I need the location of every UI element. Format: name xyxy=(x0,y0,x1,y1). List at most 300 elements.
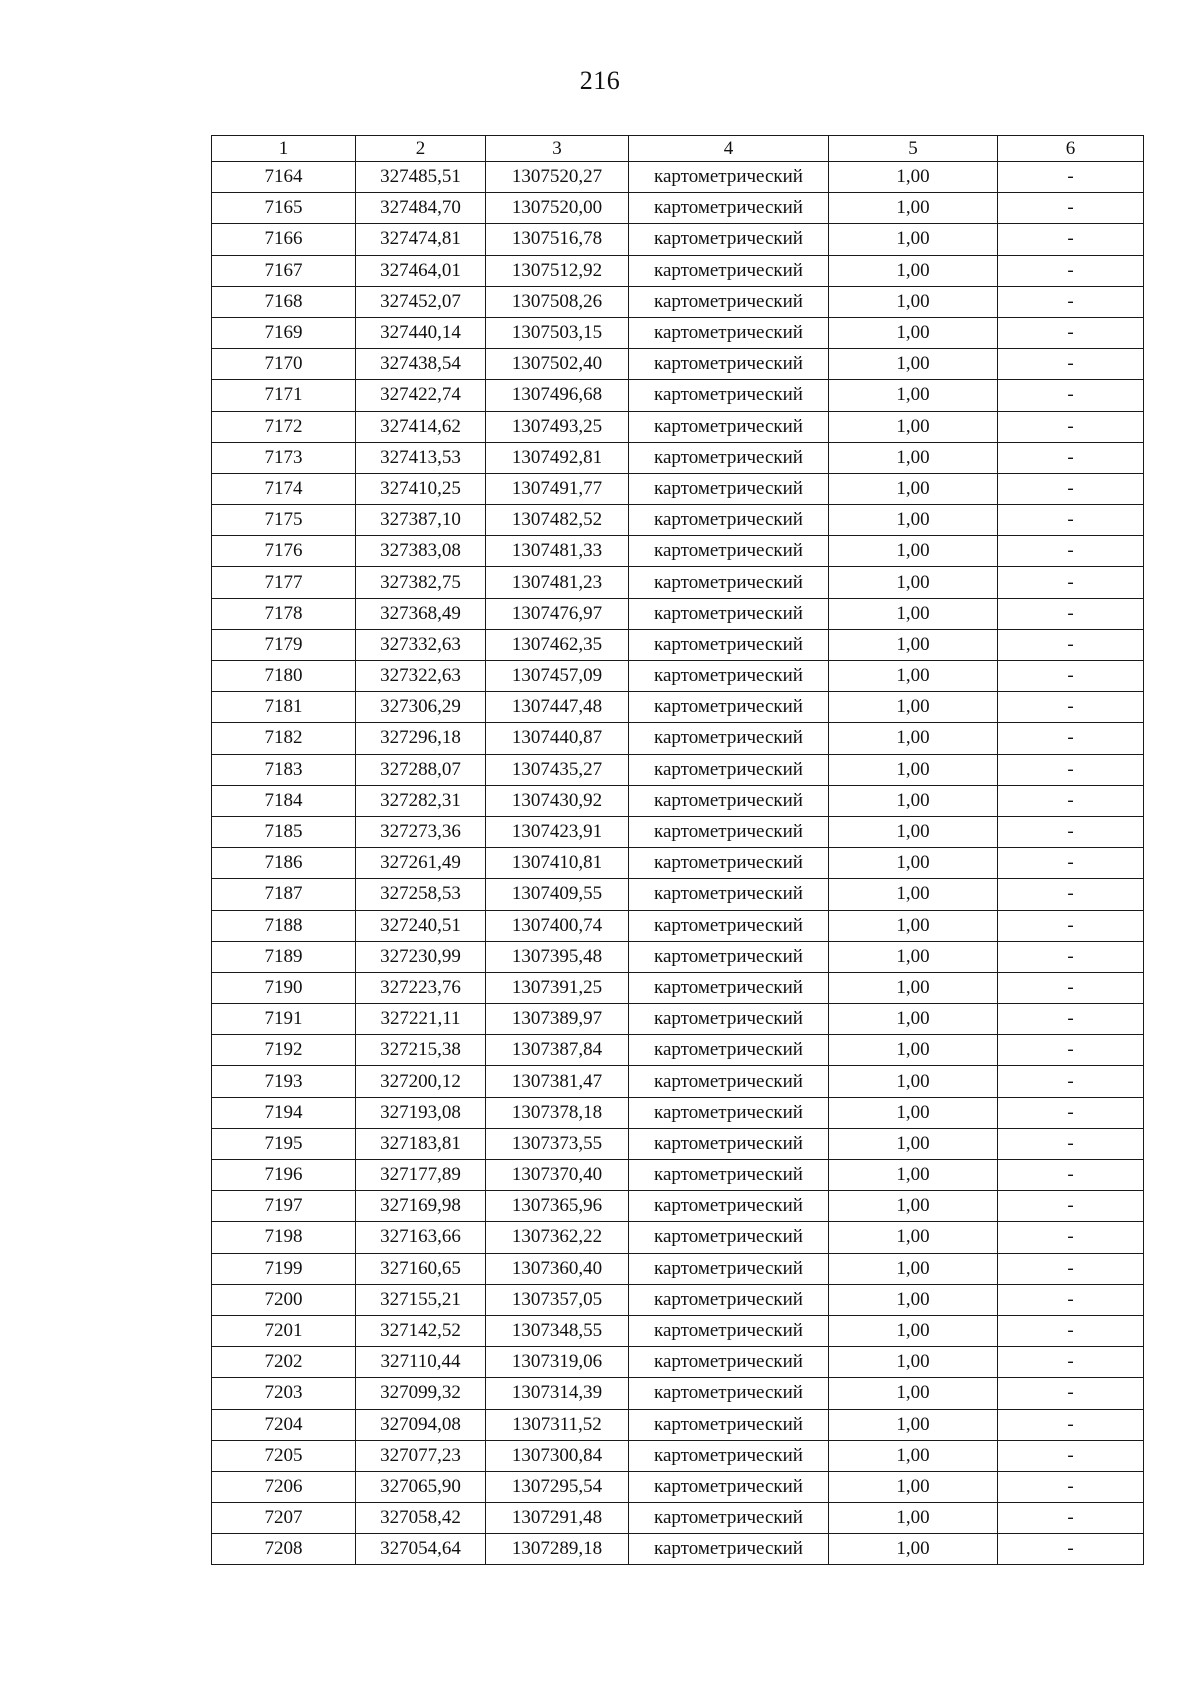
cell-precision: 1,00 xyxy=(829,567,998,598)
cell-coordinate-x: 327452,07 xyxy=(356,286,486,317)
column-header-1: 1 xyxy=(212,136,356,162)
cell-precision: 1,00 xyxy=(829,723,998,754)
cell-point-number: 7200 xyxy=(212,1284,356,1315)
cell-coordinate-x: 327065,90 xyxy=(356,1471,486,1502)
cell-point-number: 7203 xyxy=(212,1378,356,1409)
cell-coordinate-x: 327414,62 xyxy=(356,411,486,442)
cell-coordinate-x: 327413,53 xyxy=(356,442,486,473)
cell-note: - xyxy=(998,816,1144,847)
cell-coordinate-x: 327464,01 xyxy=(356,255,486,286)
table-row xyxy=(212,317,1144,348)
cell-coordinate-x: 327110,44 xyxy=(356,1347,486,1378)
table-row xyxy=(212,536,1144,567)
cell-method: картометрический xyxy=(629,473,829,504)
cell-coordinate-y: 1307496,68 xyxy=(486,380,629,411)
cell-coordinate-y: 1307482,52 xyxy=(486,505,629,536)
cell-method: картометрический xyxy=(629,1347,829,1378)
cell-coordinate-y: 1307410,81 xyxy=(486,848,629,879)
table-row xyxy=(212,972,1144,1003)
cell-note: - xyxy=(998,1222,1144,1253)
cell-method: картометрический xyxy=(629,1284,829,1315)
cell-method: картометрический xyxy=(629,349,829,380)
cell-coordinate-x: 327155,21 xyxy=(356,1284,486,1315)
cell-point-number: 7195 xyxy=(212,1128,356,1159)
cell-point-number: 7185 xyxy=(212,816,356,847)
cell-coordinate-y: 1307300,84 xyxy=(486,1440,629,1471)
cell-coordinate-x: 327440,14 xyxy=(356,317,486,348)
cell-point-number: 7192 xyxy=(212,1035,356,1066)
cell-precision: 1,00 xyxy=(829,1191,998,1222)
table-row xyxy=(212,1035,1144,1066)
cell-coordinate-y: 1307435,27 xyxy=(486,754,629,785)
cell-precision: 1,00 xyxy=(829,1471,998,1502)
cell-coordinate-x: 327200,12 xyxy=(356,1066,486,1097)
cell-precision: 1,00 xyxy=(829,1066,998,1097)
cell-method: картометрический xyxy=(629,1503,829,1534)
cell-coordinate-y: 1307314,39 xyxy=(486,1378,629,1409)
cell-coordinate-y: 1307462,35 xyxy=(486,629,629,660)
cell-note: - xyxy=(998,1347,1144,1378)
cell-coordinate-x: 327282,31 xyxy=(356,785,486,816)
cell-coordinate-y: 1307503,15 xyxy=(486,317,629,348)
cell-note: - xyxy=(998,1128,1144,1159)
cell-precision: 1,00 xyxy=(829,785,998,816)
cell-method: картометрический xyxy=(629,536,829,567)
cell-precision: 1,00 xyxy=(829,255,998,286)
cell-coordinate-y: 1307493,25 xyxy=(486,411,629,442)
cell-coordinate-x: 327077,23 xyxy=(356,1440,486,1471)
table-body xyxy=(212,162,1144,1565)
cell-method: картометрический xyxy=(629,848,829,879)
cell-coordinate-y: 1307430,92 xyxy=(486,785,629,816)
cell-coordinate-y: 1307311,52 xyxy=(486,1409,629,1440)
table-row xyxy=(212,1471,1144,1502)
cell-point-number: 7165 xyxy=(212,193,356,224)
table-row xyxy=(212,879,1144,910)
cell-coordinate-x: 327288,07 xyxy=(356,754,486,785)
cell-coordinate-y: 1307520,27 xyxy=(486,162,629,193)
cell-coordinate-x: 327438,54 xyxy=(356,349,486,380)
cell-note: - xyxy=(998,785,1144,816)
cell-note: - xyxy=(998,567,1144,598)
cell-coordinate-x: 327058,42 xyxy=(356,1503,486,1534)
cell-method: картометрический xyxy=(629,785,829,816)
table-row xyxy=(212,1160,1144,1191)
cell-method: картометрический xyxy=(629,380,829,411)
cell-note: - xyxy=(998,193,1144,224)
cell-coordinate-x: 327383,08 xyxy=(356,536,486,567)
cell-point-number: 7179 xyxy=(212,629,356,660)
cell-method: картометрический xyxy=(629,1222,829,1253)
cell-coordinate-x: 327306,29 xyxy=(356,692,486,723)
table-row xyxy=(212,1378,1144,1409)
cell-coordinate-y: 1307440,87 xyxy=(486,723,629,754)
cell-precision: 1,00 xyxy=(829,380,998,411)
cell-note: - xyxy=(998,1378,1144,1409)
table-row xyxy=(212,255,1144,286)
cell-method: картометрический xyxy=(629,224,829,255)
cell-point-number: 7172 xyxy=(212,411,356,442)
cell-precision: 1,00 xyxy=(829,317,998,348)
cell-point-number: 7194 xyxy=(212,1097,356,1128)
cell-method: картометрический xyxy=(629,1534,829,1565)
cell-coordinate-y: 1307516,78 xyxy=(486,224,629,255)
cell-note: - xyxy=(998,162,1144,193)
cell-method: картометрический xyxy=(629,1440,829,1471)
cell-coordinate-y: 1307492,81 xyxy=(486,442,629,473)
cell-note: - xyxy=(998,317,1144,348)
cell-note: - xyxy=(998,1191,1144,1222)
cell-point-number: 7173 xyxy=(212,442,356,473)
cell-point-number: 7174 xyxy=(212,473,356,504)
cell-precision: 1,00 xyxy=(829,1222,998,1253)
cell-coordinate-x: 327193,08 xyxy=(356,1097,486,1128)
column-header-5: 5 xyxy=(829,136,998,162)
cell-coordinate-y: 1307481,33 xyxy=(486,536,629,567)
cell-coordinate-y: 1307295,54 xyxy=(486,1471,629,1502)
coordinates-table xyxy=(211,135,1144,1565)
cell-coordinate-y: 1307409,55 xyxy=(486,879,629,910)
table-row xyxy=(212,380,1144,411)
cell-point-number: 7190 xyxy=(212,972,356,1003)
cell-coordinate-y: 1307365,96 xyxy=(486,1191,629,1222)
table-row xyxy=(212,785,1144,816)
cell-method: картометрический xyxy=(629,317,829,348)
column-header-2: 2 xyxy=(356,136,486,162)
cell-coordinate-x: 327160,65 xyxy=(356,1253,486,1284)
table-row xyxy=(212,910,1144,941)
table-row xyxy=(212,193,1144,224)
cell-method: картометрический xyxy=(629,1315,829,1346)
cell-coordinate-x: 327387,10 xyxy=(356,505,486,536)
cell-precision: 1,00 xyxy=(829,598,998,629)
cell-method: картометрический xyxy=(629,255,829,286)
table-row xyxy=(212,1409,1144,1440)
cell-note: - xyxy=(998,941,1144,972)
cell-precision: 1,00 xyxy=(829,1409,998,1440)
cell-note: - xyxy=(998,754,1144,785)
cell-note: - xyxy=(998,1471,1144,1502)
cell-precision: 1,00 xyxy=(829,473,998,504)
cell-coordinate-y: 1307389,97 xyxy=(486,1004,629,1035)
cell-coordinate-x: 327484,70 xyxy=(356,193,486,224)
cell-note: - xyxy=(998,1004,1144,1035)
cell-point-number: 7178 xyxy=(212,598,356,629)
cell-coordinate-y: 1307447,48 xyxy=(486,692,629,723)
cell-coordinate-x: 327183,81 xyxy=(356,1128,486,1159)
cell-coordinate-x: 327422,74 xyxy=(356,380,486,411)
cell-point-number: 7166 xyxy=(212,224,356,255)
cell-precision: 1,00 xyxy=(829,1128,998,1159)
cell-point-number: 7169 xyxy=(212,317,356,348)
cell-method: картометрический xyxy=(629,1471,829,1502)
cell-point-number: 7180 xyxy=(212,661,356,692)
cell-point-number: 7198 xyxy=(212,1222,356,1253)
cell-precision: 1,00 xyxy=(829,692,998,723)
cell-point-number: 7182 xyxy=(212,723,356,754)
table-row xyxy=(212,1534,1144,1565)
cell-point-number: 7199 xyxy=(212,1253,356,1284)
cell-coordinate-y: 1307502,40 xyxy=(486,349,629,380)
cell-point-number: 7188 xyxy=(212,910,356,941)
cell-precision: 1,00 xyxy=(829,1160,998,1191)
cell-note: - xyxy=(998,349,1144,380)
cell-coordinate-y: 1307357,05 xyxy=(486,1284,629,1315)
cell-coordinate-y: 1307381,47 xyxy=(486,1066,629,1097)
table-row xyxy=(212,349,1144,380)
cell-coordinate-y: 1307289,18 xyxy=(486,1534,629,1565)
cell-precision: 1,00 xyxy=(829,816,998,847)
cell-coordinate-y: 1307319,06 xyxy=(486,1347,629,1378)
cell-coordinate-x: 327177,89 xyxy=(356,1160,486,1191)
cell-point-number: 7187 xyxy=(212,879,356,910)
table-row xyxy=(212,848,1144,879)
cell-note: - xyxy=(998,661,1144,692)
cell-precision: 1,00 xyxy=(829,1284,998,1315)
cell-coordinate-y: 1307378,18 xyxy=(486,1097,629,1128)
cell-coordinate-x: 327273,36 xyxy=(356,816,486,847)
cell-coordinate-y: 1307457,09 xyxy=(486,661,629,692)
cell-coordinate-y: 1307400,74 xyxy=(486,910,629,941)
cell-coordinate-x: 327099,32 xyxy=(356,1378,486,1409)
cell-method: картометрический xyxy=(629,692,829,723)
cell-coordinate-y: 1307491,77 xyxy=(486,473,629,504)
cell-coordinate-x: 327382,75 xyxy=(356,567,486,598)
cell-method: картометрический xyxy=(629,629,829,660)
cell-point-number: 7175 xyxy=(212,505,356,536)
cell-precision: 1,00 xyxy=(829,1004,998,1035)
cell-precision: 1,00 xyxy=(829,661,998,692)
cell-note: - xyxy=(998,692,1144,723)
table-row xyxy=(212,1503,1144,1534)
cell-method: картометрический xyxy=(629,442,829,473)
cell-coordinate-y: 1307370,40 xyxy=(486,1160,629,1191)
cell-point-number: 7197 xyxy=(212,1191,356,1222)
cell-method: картометрический xyxy=(629,754,829,785)
cell-precision: 1,00 xyxy=(829,629,998,660)
cell-note: - xyxy=(998,255,1144,286)
cell-coordinate-y: 1307395,48 xyxy=(486,941,629,972)
table-row xyxy=(212,1315,1144,1346)
table-row xyxy=(212,1222,1144,1253)
cell-precision: 1,00 xyxy=(829,1035,998,1066)
cell-point-number: 7196 xyxy=(212,1160,356,1191)
table-row xyxy=(212,1284,1144,1315)
cell-precision: 1,00 xyxy=(829,1440,998,1471)
cell-point-number: 7167 xyxy=(212,255,356,286)
cell-method: картометрический xyxy=(629,505,829,536)
cell-coordinate-y: 1307476,97 xyxy=(486,598,629,629)
cell-precision: 1,00 xyxy=(829,349,998,380)
table-row xyxy=(212,567,1144,598)
cell-note: - xyxy=(998,1066,1144,1097)
table-row xyxy=(212,1347,1144,1378)
cell-coordinate-x: 327368,49 xyxy=(356,598,486,629)
table-row xyxy=(212,723,1144,754)
cell-coordinate-y: 1307423,91 xyxy=(486,816,629,847)
cell-coordinate-x: 327054,64 xyxy=(356,1534,486,1565)
table-row xyxy=(212,661,1144,692)
cell-note: - xyxy=(998,629,1144,660)
cell-coordinate-x: 327485,51 xyxy=(356,162,486,193)
cell-coordinate-y: 1307348,55 xyxy=(486,1315,629,1346)
cell-precision: 1,00 xyxy=(829,1097,998,1128)
table-row xyxy=(212,1097,1144,1128)
cell-point-number: 7177 xyxy=(212,567,356,598)
cell-point-number: 7184 xyxy=(212,785,356,816)
cell-method: картометрический xyxy=(629,411,829,442)
cell-coordinate-x: 327261,49 xyxy=(356,848,486,879)
cell-note: - xyxy=(998,224,1144,255)
cell-note: - xyxy=(998,536,1144,567)
cell-precision: 1,00 xyxy=(829,411,998,442)
cell-precision: 1,00 xyxy=(829,505,998,536)
cell-note: - xyxy=(998,1503,1144,1534)
table-row xyxy=(212,1066,1144,1097)
header-row xyxy=(212,136,1144,162)
cell-precision: 1,00 xyxy=(829,1378,998,1409)
cell-coordinate-x: 327169,98 xyxy=(356,1191,486,1222)
cell-coordinate-x: 327240,51 xyxy=(356,910,486,941)
cell-method: картометрический xyxy=(629,1035,829,1066)
cell-point-number: 7186 xyxy=(212,848,356,879)
cell-coordinate-x: 327230,99 xyxy=(356,941,486,972)
cell-note: - xyxy=(998,1253,1144,1284)
table-header xyxy=(212,136,1144,162)
cell-coordinate-y: 1307481,23 xyxy=(486,567,629,598)
table-row xyxy=(212,1440,1144,1471)
cell-coordinate-y: 1307362,22 xyxy=(486,1222,629,1253)
cell-coordinate-x: 327322,63 xyxy=(356,661,486,692)
table-row xyxy=(212,162,1144,193)
cell-precision: 1,00 xyxy=(829,910,998,941)
cell-coordinate-y: 1307373,55 xyxy=(486,1128,629,1159)
cell-coordinate-x: 327223,76 xyxy=(356,972,486,1003)
cell-point-number: 7171 xyxy=(212,380,356,411)
cell-point-number: 7181 xyxy=(212,692,356,723)
cell-note: - xyxy=(998,1035,1144,1066)
cell-coordinate-x: 327410,25 xyxy=(356,473,486,504)
table-row xyxy=(212,1191,1144,1222)
cell-point-number: 7191 xyxy=(212,1004,356,1035)
cell-point-number: 7206 xyxy=(212,1471,356,1502)
cell-method: картометрический xyxy=(629,162,829,193)
cell-coordinate-x: 327474,81 xyxy=(356,224,486,255)
cell-method: картометрический xyxy=(629,879,829,910)
cell-precision: 1,00 xyxy=(829,1503,998,1534)
cell-method: картометрический xyxy=(629,723,829,754)
table-row xyxy=(212,224,1144,255)
cell-point-number: 7204 xyxy=(212,1409,356,1440)
cell-method: картометрический xyxy=(629,972,829,1003)
cell-method: картометрический xyxy=(629,1128,829,1159)
cell-note: - xyxy=(998,879,1144,910)
cell-coordinate-x: 327215,38 xyxy=(356,1035,486,1066)
table-row xyxy=(212,941,1144,972)
cell-note: - xyxy=(998,1284,1144,1315)
cell-note: - xyxy=(998,1409,1144,1440)
cell-note: - xyxy=(998,411,1144,442)
cell-precision: 1,00 xyxy=(829,286,998,317)
cell-coordinate-x: 327221,11 xyxy=(356,1004,486,1035)
cell-method: картометрический xyxy=(629,816,829,847)
cell-coordinate-x: 327094,08 xyxy=(356,1409,486,1440)
table-row xyxy=(212,598,1144,629)
cell-coordinate-x: 327296,18 xyxy=(356,723,486,754)
cell-coordinate-y: 1307508,26 xyxy=(486,286,629,317)
cell-precision: 1,00 xyxy=(829,1253,998,1284)
table-row xyxy=(212,629,1144,660)
cell-precision: 1,00 xyxy=(829,972,998,1003)
cell-precision: 1,00 xyxy=(829,536,998,567)
cell-coordinate-y: 1307391,25 xyxy=(486,972,629,1003)
cell-precision: 1,00 xyxy=(829,162,998,193)
cell-precision: 1,00 xyxy=(829,1534,998,1565)
cell-coordinate-x: 327142,52 xyxy=(356,1315,486,1346)
cell-point-number: 7202 xyxy=(212,1347,356,1378)
table-row xyxy=(212,1128,1144,1159)
cell-method: картометрический xyxy=(629,1097,829,1128)
cell-note: - xyxy=(998,286,1144,317)
table-row xyxy=(212,442,1144,473)
cell-precision: 1,00 xyxy=(829,879,998,910)
cell-precision: 1,00 xyxy=(829,442,998,473)
cell-point-number: 7176 xyxy=(212,536,356,567)
cell-coordinate-x: 327332,63 xyxy=(356,629,486,660)
cell-note: - xyxy=(998,380,1144,411)
cell-coordinate-y: 1307291,48 xyxy=(486,1503,629,1534)
cell-note: - xyxy=(998,473,1144,504)
cell-method: картометрический xyxy=(629,286,829,317)
cell-precision: 1,00 xyxy=(829,1315,998,1346)
cell-note: - xyxy=(998,1160,1144,1191)
column-header-3: 3 xyxy=(486,136,629,162)
cell-point-number: 7183 xyxy=(212,754,356,785)
cell-method: картометрический xyxy=(629,1409,829,1440)
cell-point-number: 7164 xyxy=(212,162,356,193)
table-row xyxy=(212,1004,1144,1035)
table-row xyxy=(212,754,1144,785)
cell-note: - xyxy=(998,848,1144,879)
cell-point-number: 7170 xyxy=(212,349,356,380)
cell-note: - xyxy=(998,910,1144,941)
cell-method: картометрический xyxy=(629,910,829,941)
cell-coordinate-x: 327258,53 xyxy=(356,879,486,910)
cell-precision: 1,00 xyxy=(829,941,998,972)
cell-precision: 1,00 xyxy=(829,754,998,785)
cell-method: картометрический xyxy=(629,567,829,598)
page-number: 216 xyxy=(579,66,621,95)
cell-coordinate-y: 1307360,40 xyxy=(486,1253,629,1284)
cell-note: - xyxy=(998,972,1144,1003)
table-row xyxy=(212,1253,1144,1284)
cell-coordinate-y: 1307520,00 xyxy=(486,193,629,224)
cell-point-number: 7189 xyxy=(212,941,356,972)
cell-method: картометрический xyxy=(629,1004,829,1035)
cell-note: - xyxy=(998,505,1144,536)
cell-note: - xyxy=(998,723,1144,754)
cell-method: картометрический xyxy=(629,1253,829,1284)
cell-note: - xyxy=(998,1315,1144,1346)
cell-note: - xyxy=(998,1534,1144,1565)
cell-method: картометрический xyxy=(629,661,829,692)
table-row xyxy=(212,816,1144,847)
table-row xyxy=(212,505,1144,536)
cell-coordinate-x: 327163,66 xyxy=(356,1222,486,1253)
cell-coordinate-y: 1307387,84 xyxy=(486,1035,629,1066)
cell-method: картометрический xyxy=(629,193,829,224)
cell-note: - xyxy=(998,598,1144,629)
